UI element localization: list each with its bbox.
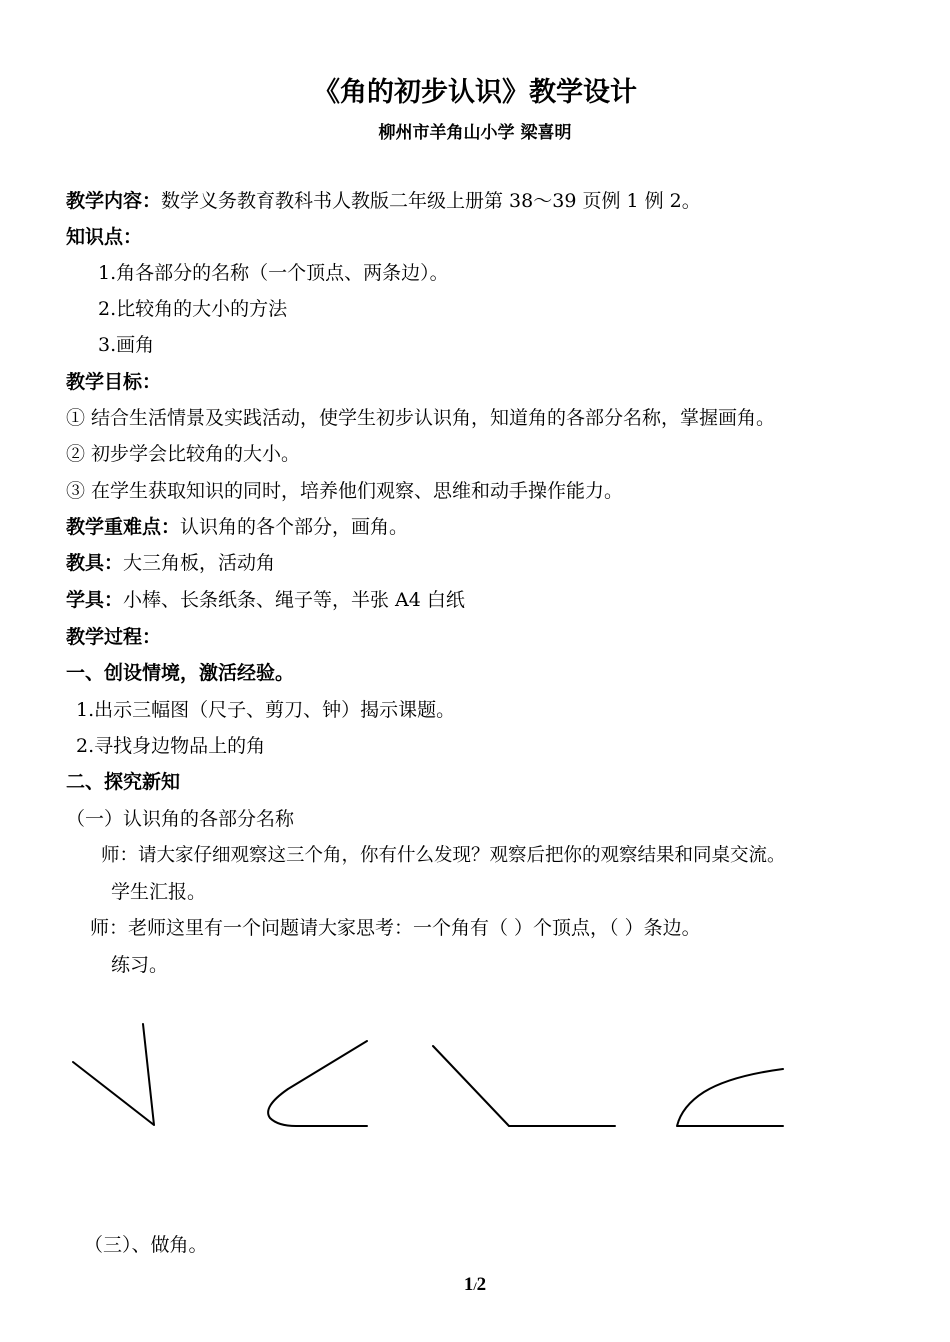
teacher-tools [66,550,275,576]
teaching-content-text: 数学义务教育教科书人教版二年级上册第 38～39 页例 1 例 2。 [161,190,701,212]
key-points-label: 教学重难点： [66,516,181,538]
section1-item: 2.寻找身边物品上的角 [76,735,266,757]
subsection3-title: （三）、做角。 [84,1234,208,1256]
goal-item: ② 初步学会比较角的大小。 [66,443,301,465]
teacher-line: 师：请大家仔细观察这三个角，你有什么发现？观察后把你的观察结果和同桌交流。 [101,845,786,866]
author-line: 柳州市羊角山小学 梁喜明 [378,123,572,143]
teacher-question: 师：老师这里有一个问题请大家思考：一个角有（ ）个顶点，（ ）条边。 [90,917,701,939]
knowledge-item: 2.比较角的大小的方法 [98,298,288,320]
page-number [0,1274,950,1296]
knowledge-item: 3.画角 [98,334,155,356]
knowledge-label: 知识点： [66,226,143,248]
practice-label: 练习。 [111,954,169,976]
process-label: 教学过程： [66,626,162,648]
teacher-tools-text: 大三角板，活动角 [123,552,276,574]
key-points-text: 认识角的各个部分，画角。 [180,516,409,538]
angle-figures [0,1010,950,1150]
page-total: 2 [476,1274,487,1295]
student-tools-text: 小棒、长条纸条、绳子等，半张 A4 白纸 [123,589,465,611]
student-report: 学生汇报。 [111,881,207,903]
section2-title: 二、探究新知 [66,771,181,793]
student-tools [66,587,465,613]
teaching-content [66,188,701,214]
angle-figure-3 [433,1046,615,1126]
angle-figure-2 [268,1041,367,1126]
document-title: 《角的初步认识》教学设计 [313,77,637,108]
goals-label: 教学目标： [66,371,162,393]
teaching-content-label: 教学内容： [66,190,162,212]
goal-item: ③ 在学生获取知识的同时，培养他们观察、思维和动手操作能力。 [66,480,624,502]
knowledge-item: 1.角各部分的名称（一个顶点、两条边）。 [98,262,449,284]
page-separator: / [473,1279,477,1293]
student-tools-label: 学具： [66,589,124,611]
teacher-tools-label: 教具： [66,552,124,574]
section1-title: 一、创设情境，激活经验。 [66,662,295,684]
subsection1-title: （一）认识角的各部分名称 [66,808,295,830]
page-current: 1 [463,1274,474,1295]
key-points [66,514,408,540]
goal-item: ① 结合生活情景及实践活动，使学生初步认识角，知道角的各部分名称，掌握画角。 [66,407,776,429]
section1-item: 1.出示三幅图（尺子、剪刀、钟）揭示课题。 [76,699,456,721]
angle-figure-1 [73,1024,154,1125]
angle-figure-4 [677,1069,783,1126]
